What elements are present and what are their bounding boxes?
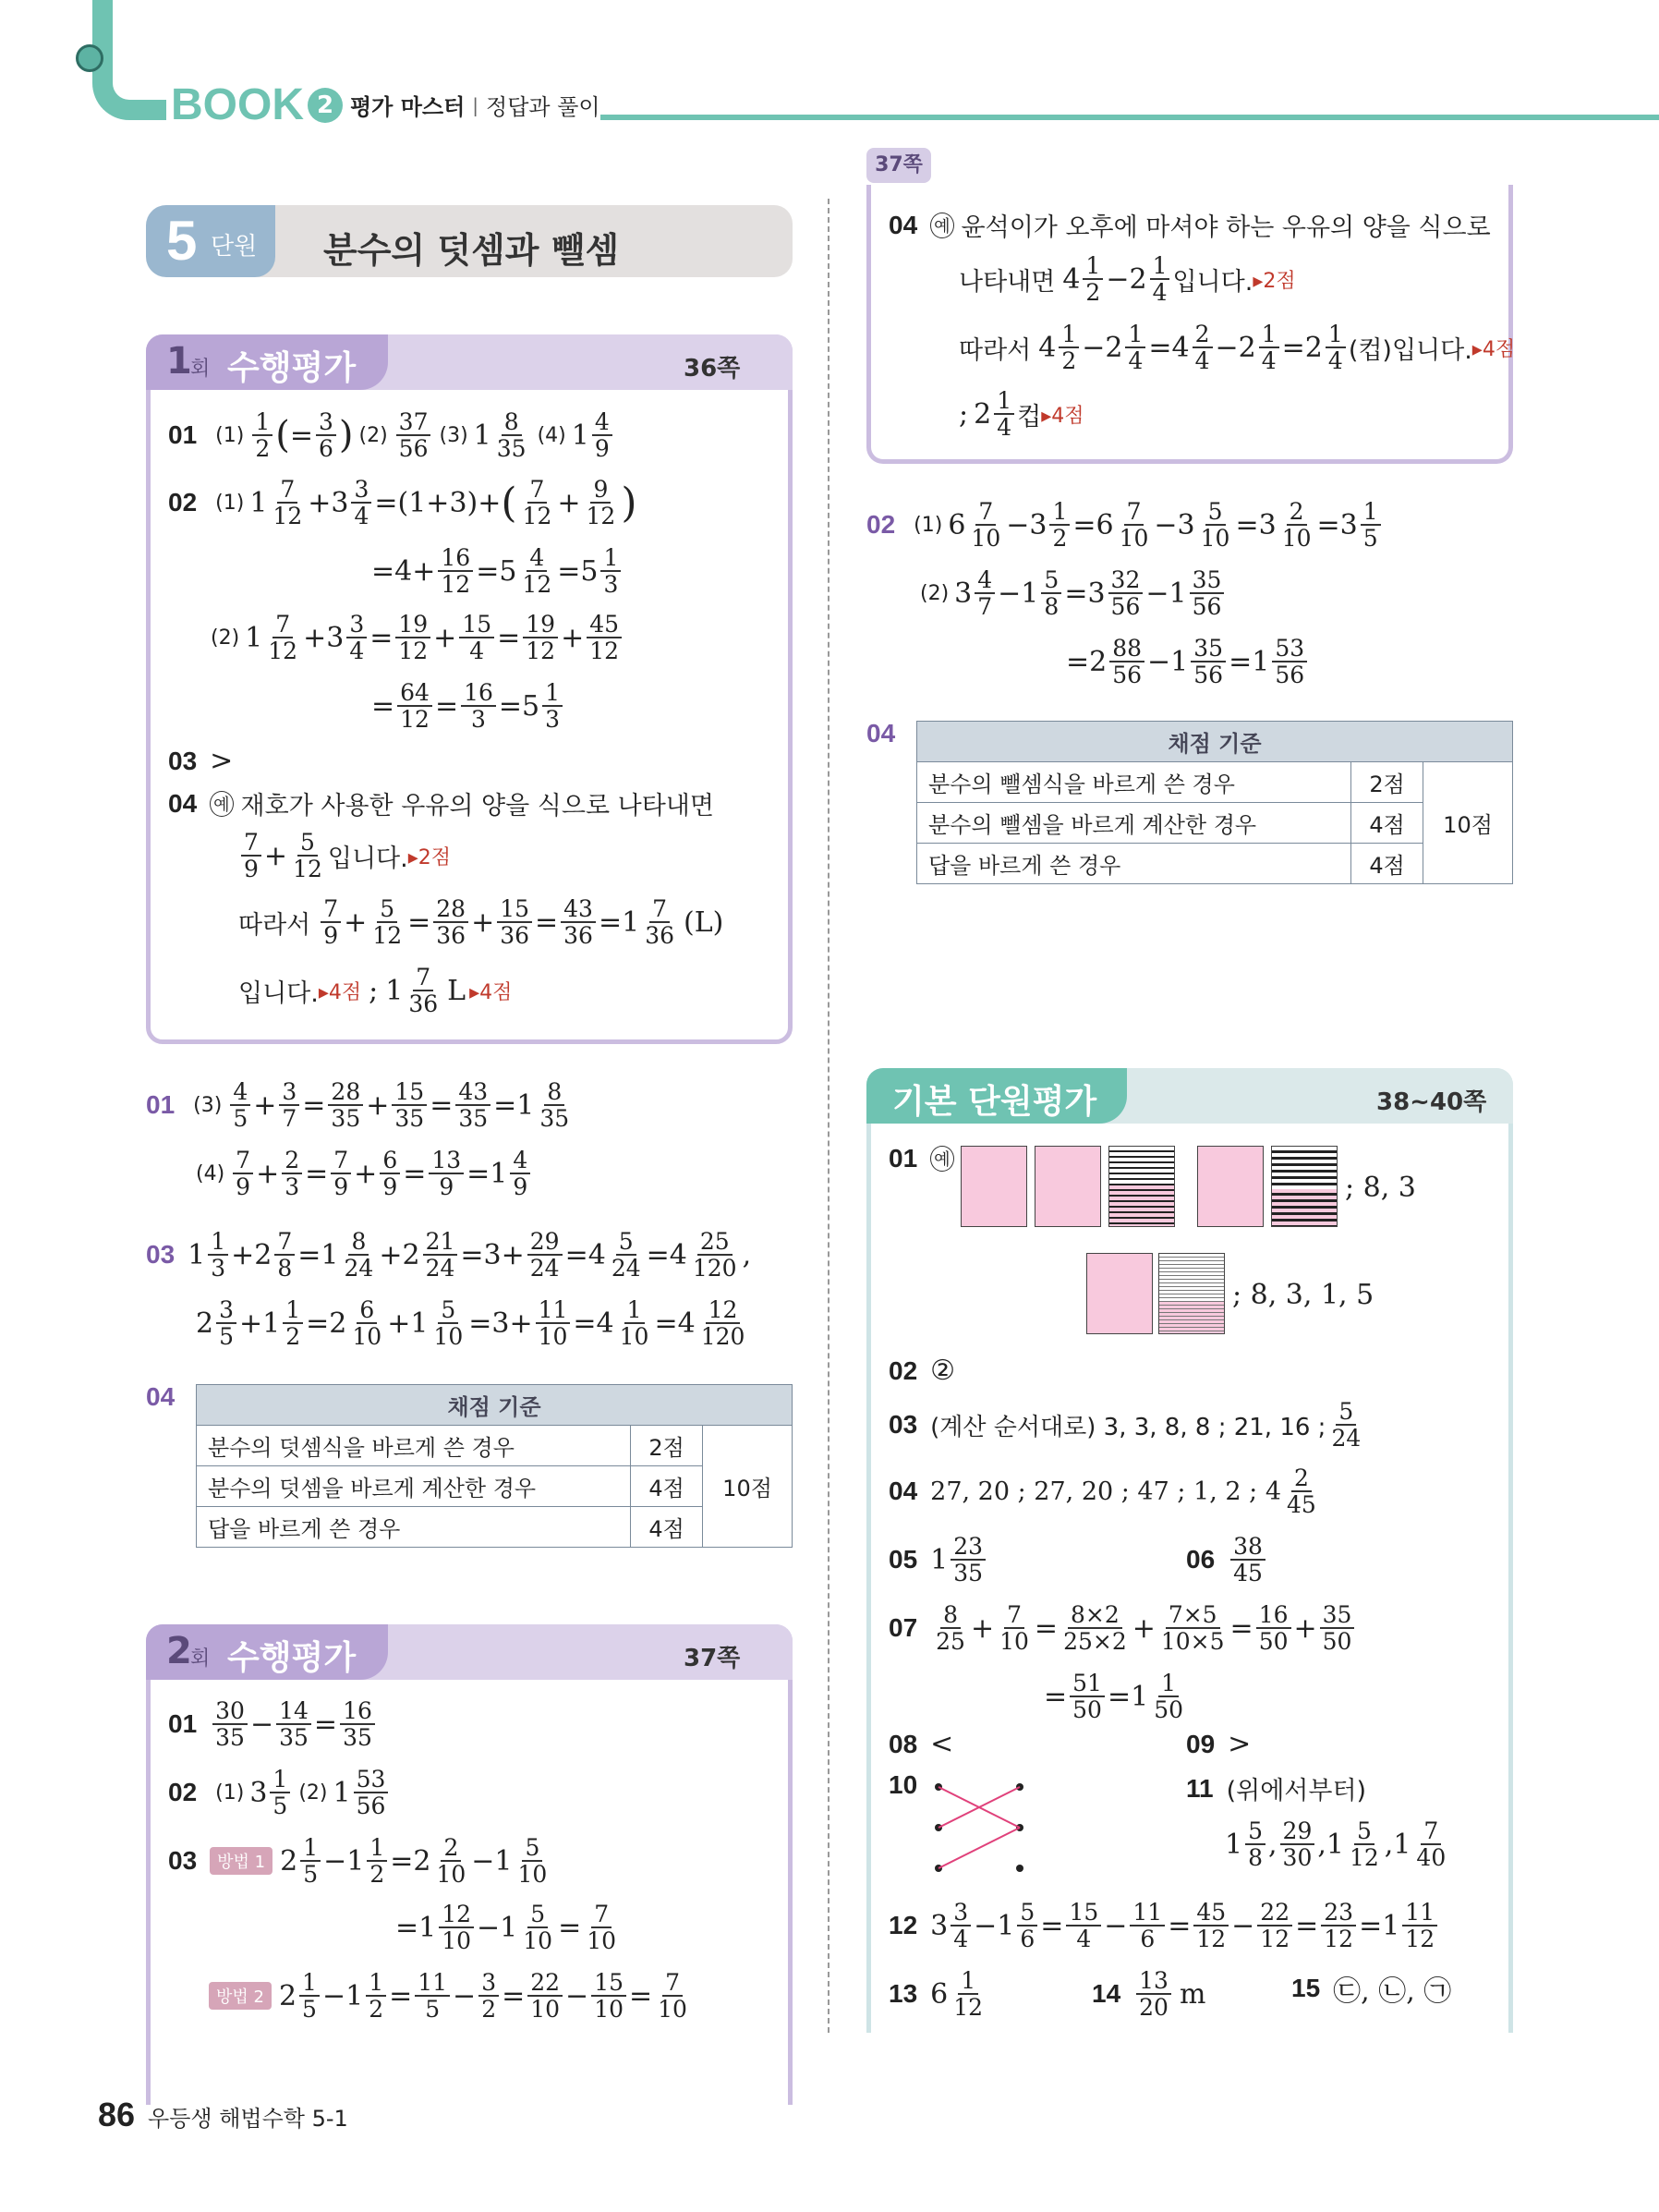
unit-header: 5 단원 분수의 덧셈과 뺄셈	[146, 205, 793, 277]
fraction-model-7	[1158, 1253, 1225, 1334]
t1-q02-line1: 02 (1) 1 7 12 +3 3 4 =(1+3)+ ( 7 12 + 9 12 )	[168, 476, 637, 529]
t2-q04: 04 예 윤석이가 오후에 마셔야 하는 우유의 양을 식으로	[889, 210, 1491, 242]
criteria-table-add: 채점 기준 분수의 덧셈식을 바르게 쓴 경우 2점 10점 분수의 덧셈을 바르게 계산한 경우 4점 답을 바르게 쓴 경우 4점	[196, 1384, 793, 1548]
fraction-model-6	[1086, 1253, 1153, 1334]
test1-header: 1 회 수행평가 36쪽	[146, 334, 793, 390]
book-number: 2	[308, 88, 343, 123]
fraction-model-2	[1035, 1146, 1101, 1227]
header-bar	[92, 0, 166, 120]
basic-page: 38~40쪽	[1376, 1088, 1487, 1116]
section-title: 정답과 풀이	[486, 94, 600, 120]
b-q10: 10	[889, 1770, 918, 1799]
book-title: 우등생 해법수학 5-1	[148, 2106, 348, 2132]
b-q08: 08 <	[889, 1728, 954, 1760]
unit-number: 5	[166, 210, 198, 272]
fraction-model-3	[1108, 1146, 1175, 1227]
b-q12: 12 3 3 4 −1 5 6 = 15 4 − 11 6 = 45 12 − 22 12 = 23 12 =1 11 12	[889, 1900, 1440, 1951]
t1-q04: 04 예 재호가 사용한 우유의 양을 식으로 나타내면	[168, 788, 714, 820]
b-q01: 01 예	[889, 1144, 954, 1173]
b-q03: 03 (계산 순서대로) 3, 3, 8, 8 ; 21, 16 ; 5 24	[889, 1398, 1362, 1452]
criteria-table-sub: 채점 기준 분수의 뺄셈식을 바르게 쓴 경우 2점 10점 분수의 뺄셈을 바르게 계산한 경우 4점 답을 바르게 쓴 경우 4점	[916, 721, 1513, 884]
test2-title: 수행평가	[227, 1639, 357, 1677]
b-q02: 02 ②	[889, 1355, 956, 1387]
unit-title: 분수의 덧셈과 뺄셈	[323, 230, 620, 271]
b-q06: 06 38 45	[1186, 1534, 1268, 1586]
b-q09: 09 >	[1186, 1728, 1252, 1760]
t1-extra-01: 01 (3) 4 5 + 3 7 = 28 35 + 15 35 = 43 35 =1 8 35	[146, 1078, 570, 1132]
b-q14: 14 13 20 m	[1092, 1967, 1206, 2021]
matching-lines	[933, 1774, 1035, 1885]
fraction-model-4	[1197, 1146, 1264, 1227]
test2-page: 37쪽	[684, 1645, 741, 1672]
r-q02: 02 (1) 6 7 10 −3 1 2 =6 7 10 −3 5 10 =3 2 10 =3 1 5	[866, 499, 1384, 551]
b-q05: 05 1 23 35	[889, 1534, 988, 1586]
basic-title: 기본 단원평가	[892, 1083, 1097, 1121]
b-q07: 07 8 25 + 7 10 = 8×2 25×2 + 7×5 10×5 = 16 50 + 35 50	[889, 1602, 1357, 1654]
book-label: BOOK	[171, 80, 304, 129]
b-q13: 13 6 1 12	[889, 1967, 984, 2021]
b-q04: 04 27, 20 ; 27, 20 ; 47 ; 1, 2 ; 4 2 45	[889, 1465, 1316, 1518]
t1-q02-line2: (2) 1 7 12 +3 3 4 = 19 12 + 15 4 = 19 12 + 45 12	[205, 612, 624, 663]
t1-q01: 01 (1) 1 2 ( = 3 6 ) (2) 37 56 (3) 1 8 35 (4) 1 4 9	[168, 409, 615, 461]
column-divider	[828, 199, 830, 2033]
footer	[98, 2096, 348, 2134]
header-title: BOOK 2 평가 마스터 | 정답과 풀이	[171, 80, 600, 129]
b-q15: 15 ㉢, ㉡, ㉠	[1291, 1974, 1452, 2008]
t2-q01: 01 30 35 − 14 35 = 16 35	[168, 1698, 378, 1750]
page-number: 86	[98, 2096, 136, 2133]
test2-header: 2 회 수행평가 37쪽	[146, 1624, 793, 1680]
fraction-model-1	[961, 1146, 1027, 1227]
fraction-model-5	[1271, 1146, 1338, 1227]
mascot-icon	[76, 44, 103, 72]
t1-q03: 03 >	[168, 745, 234, 777]
right-page-tag: 37쪽	[866, 148, 931, 183]
header-line	[600, 115, 1659, 120]
b-q11: 11 (위에서부터)	[1186, 1773, 1367, 1805]
test1-page: 36쪽	[684, 355, 741, 383]
basic-header	[866, 1068, 1513, 1124]
t1-extra-03: 03 1 1 3 +2 7 8 =1 8 24 +2 21 24 =3+ 29 24 =4 5 24 =4 25 120 ,	[146, 1228, 752, 1282]
t2-q02: 02 (1) 3 1 5 (2) 1 53 56	[168, 1767, 391, 1818]
series-title: 평가 마스터	[350, 94, 466, 120]
test1-title: 수행평가	[227, 349, 357, 387]
t2-q03: 03 방법 1 2 1 5 −1 1 2 =2 2 10 −1 5 10	[168, 1834, 548, 1888]
